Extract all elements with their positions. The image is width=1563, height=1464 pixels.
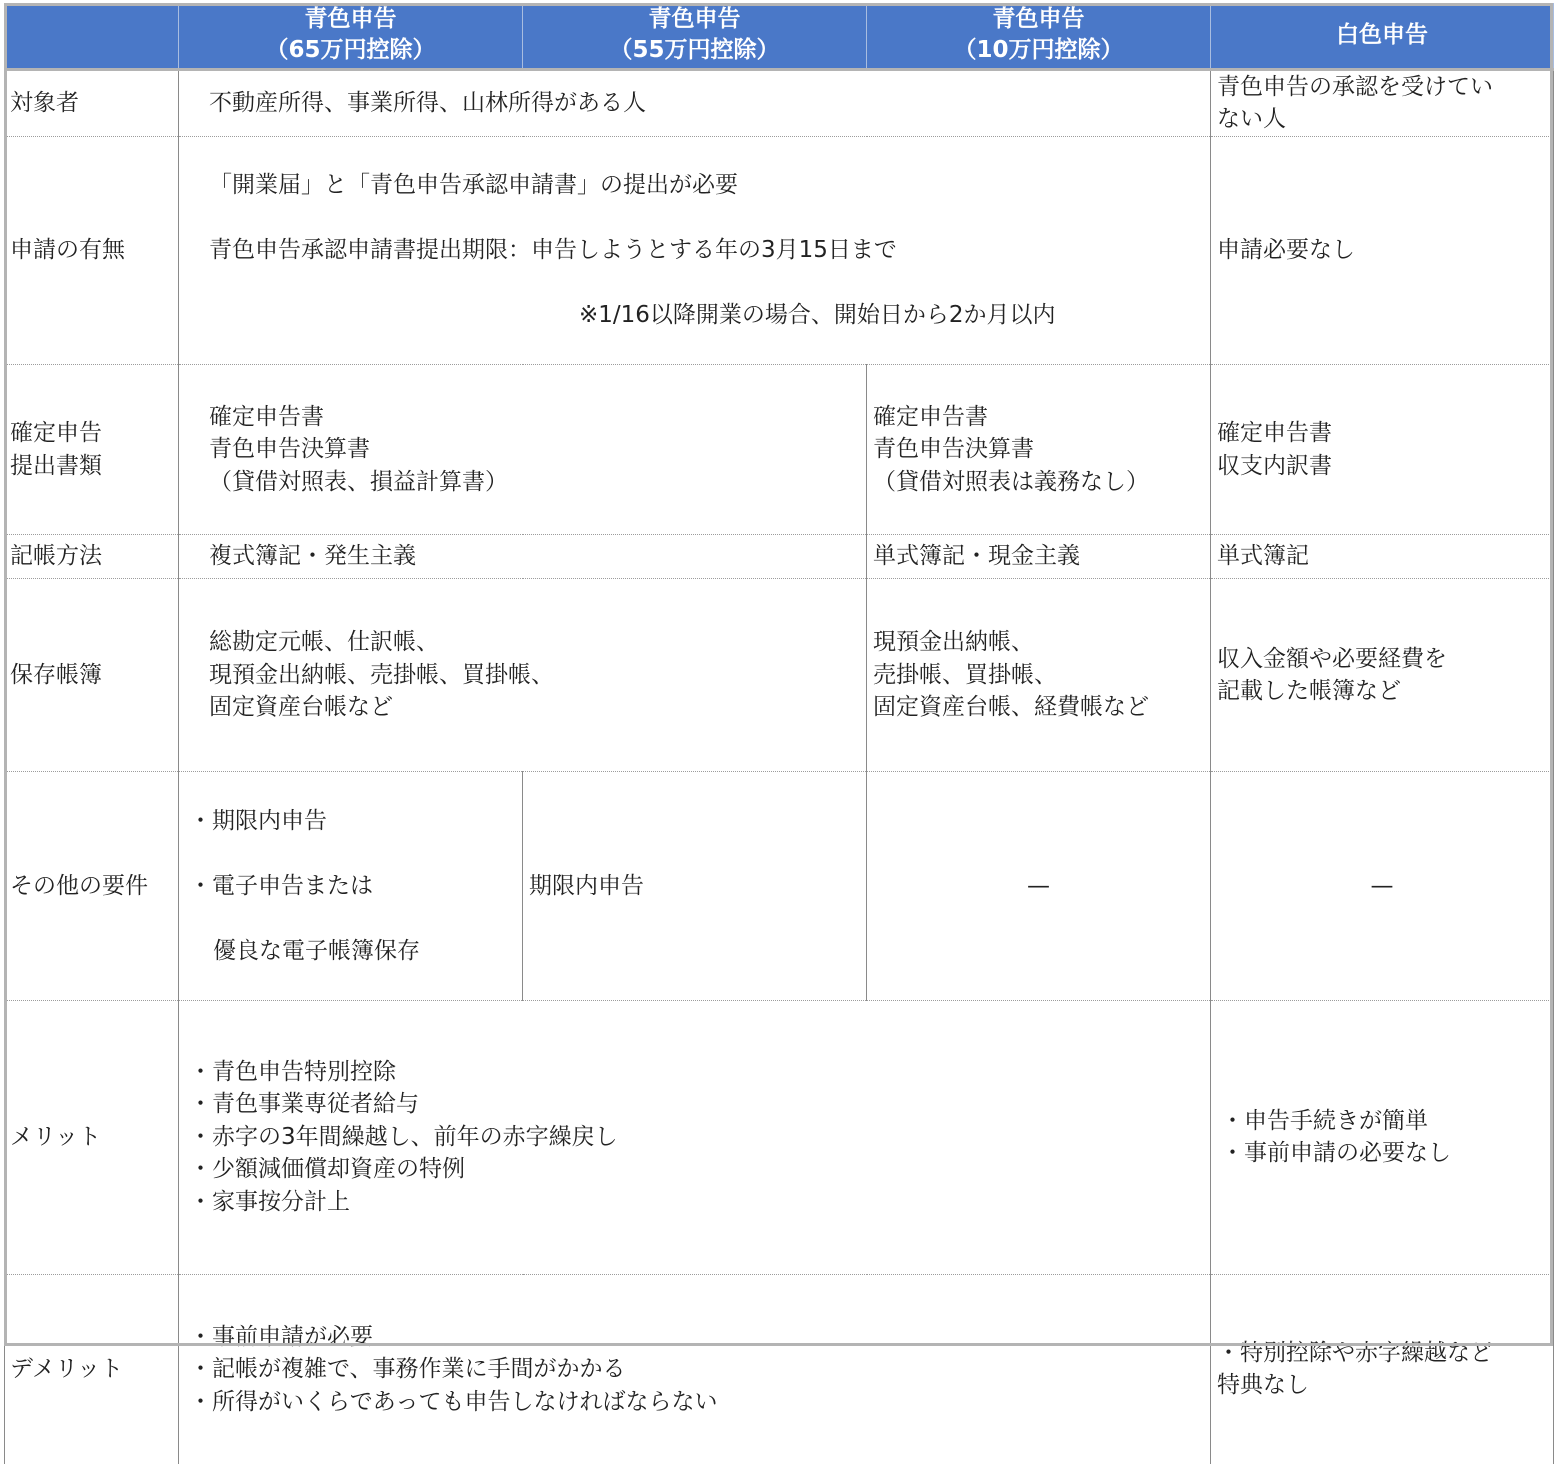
application-requirement: 「開業届」と「青色申告承認申請書」の提出が必要 <box>209 172 738 198</box>
table-outer-border <box>4 3 1553 1346</box>
other-blue65-item-electronic-cont: 優良な電子帳簿保存 <box>213 937 420 964</box>
cell-bookkeeping-blue10: 単式簿記・現金主義 <box>867 535 1211 579</box>
row-label-demerits: デメリット <box>5 1274 179 1464</box>
cell-demerits-white: ・特別控除や赤字繰越など 特典なし <box>1211 1274 1554 1464</box>
header-blue-10-deduction: （10万円控除） <box>953 37 1124 64</box>
row-label-bookkeeping: 記帳方法 <box>5 535 179 579</box>
header-blue-65-deduction: （65万円控除） <box>265 37 436 64</box>
header-blue-55-title: 青色申告 <box>648 6 741 33</box>
application-deadline: 青色申告承認申請書提出期限：申告しようとする年の3月15日まで <box>209 237 897 263</box>
header-blue-65-title: 青色申告 <box>304 6 397 33</box>
cell-other-blue10: — <box>867 772 1211 1001</box>
row-label-target: 対象者 <box>5 69 179 136</box>
row-label-documents: 確定申告 提出書類 <box>5 365 179 535</box>
cell-documents-blue10: 確定申告書 青色申告決算書 （貸借対照表は義務なし） <box>867 365 1211 535</box>
cell-ledgers-white: 収入金額や必要経費を 記載した帳簿など <box>1211 579 1554 772</box>
cell-documents-blue65-55: 確定申告書 青色申告決算書 （貸借対照表、損益計算書） <box>179 365 867 535</box>
other-blue65-item-deadline: ・期限内申告 <box>189 807 327 834</box>
row-label-application: 申請の有無 <box>5 136 179 365</box>
cell-target-white: 青色申告の承認を受けてい ない人 <box>1211 69 1554 136</box>
cell-application-white: 申請必要なし <box>1211 136 1554 365</box>
header-blue-10-title: 青色申告 <box>992 6 1085 33</box>
cell-bookkeeping-white: 単式簿記 <box>1211 535 1554 579</box>
cell-ledgers-blue10: 現預金出納帳、 売掛帳、買掛帳、 固定資産台帳、経費帳など <box>867 579 1211 772</box>
cell-target-blue: 不動産所得、事業所得、山林所得がある人 <box>179 69 1211 136</box>
row-label-merits: メリット <box>5 1000 179 1274</box>
cell-other-white: — <box>1211 772 1554 1001</box>
row-label-other-requirements: その他の要件 <box>5 772 179 1001</box>
cell-bookkeeping-blue65-55: 複式簿記・発生主義 <box>179 535 867 579</box>
cell-other-blue55: 期限内申告 <box>523 772 867 1001</box>
cell-ledgers-blue65-55: 総勘定元帳、仕訳帳、 現預金出納帳、売掛帳、買掛帳、 固定資産台帳など <box>179 579 867 772</box>
cell-merits-white: ・申告手続きが簡単 ・事前申請の必要なし <box>1211 1000 1554 1274</box>
row-label-ledgers: 保存帳簿 <box>5 579 179 772</box>
cell-documents-white: 確定申告書 収支内訳書 <box>1211 365 1554 535</box>
header-blue-55-deduction: （55万円控除） <box>609 37 780 64</box>
cell-demerits-blue: ・事前申請が必要 ・記帳が複雑で、事務作業に手間がかかる ・所得がいくらであっても申告しなければならない <box>179 1274 1211 1464</box>
cell-merits-blue: ・青色申告特別控除 ・青色事業専従者給与 ・赤字の3年間繰越し、前年の赤字繰戻し ・少額減価償却資産の特例 ・家事按分計上 <box>179 1000 1211 1274</box>
other-blue65-item-electronic: ・電子申告または <box>189 872 373 899</box>
header-white: 白色申告 <box>1211 3 1554 69</box>
application-note: ※1/16以降開業の場合、開始日から2か月以内 <box>579 302 1056 328</box>
